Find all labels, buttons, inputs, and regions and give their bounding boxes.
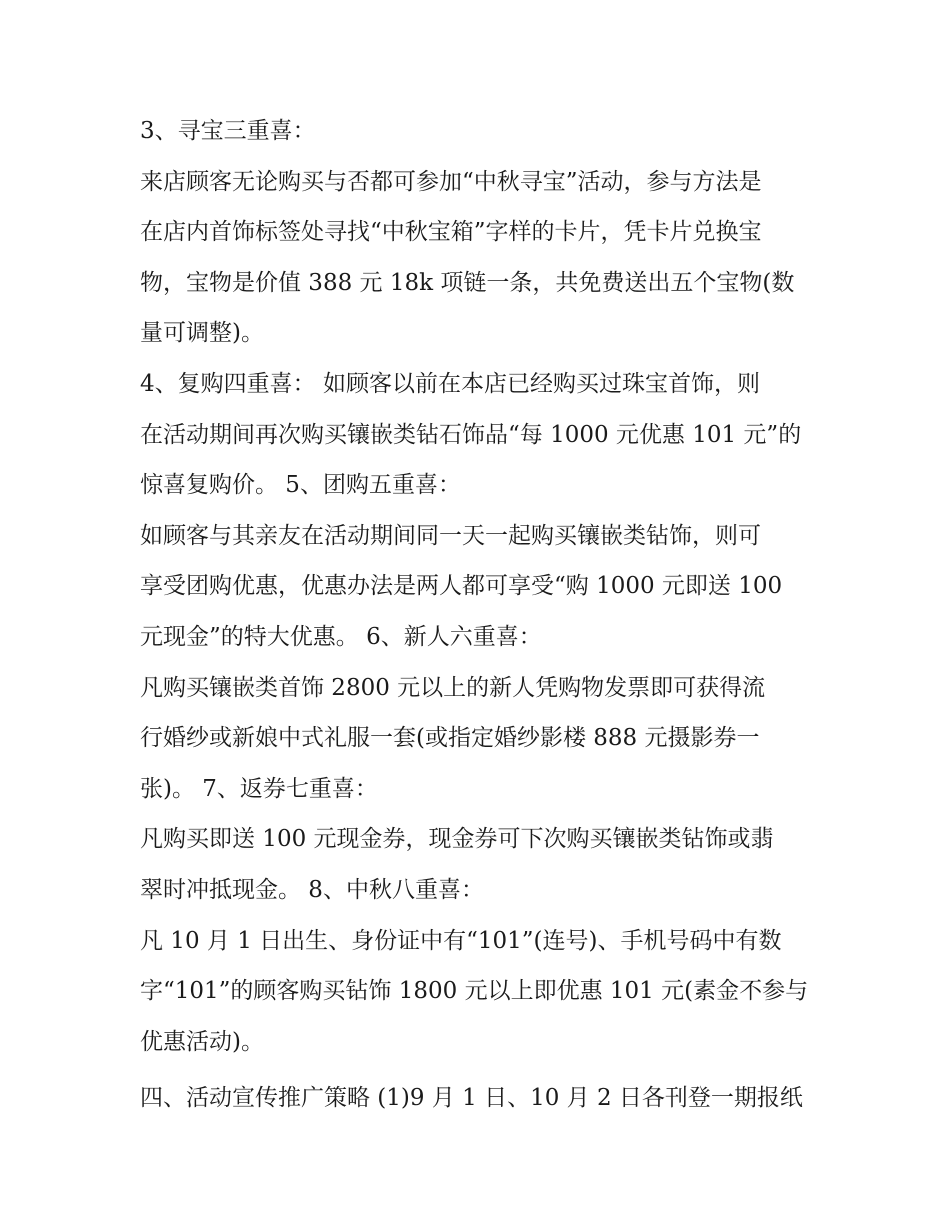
document-body <box>140 106 820 1124</box>
paragraph-line: 在店内首饰标签处寻找“中秋宝箱”字样的卡片，凭卡片兑换宝 <box>140 219 762 246</box>
paragraph-line: 凡购买镶嵌类首饰 2800 元以上的新人凭购物发票即可获得流 <box>140 674 766 701</box>
section-heading-promotion-strategy: 四、活动宣传推广策略 (1)9 月 1 日、10 月 2 日各刊登一期报纸 <box>140 1085 803 1112</box>
paragraph-line: 来店顾客无论购买与否都可参加“中秋寻宝”活动，参与方法是 <box>140 168 762 195</box>
paragraph-line: 惊喜复购价。 5、团购五重喜： <box>140 472 461 499</box>
paragraph-line: 量可调整)。 <box>140 320 264 347</box>
paragraph-line: 字“101”的顾客购买钻饰 1800 元以上即优惠 101 元(素金不参与 <box>140 978 809 1005</box>
paragraph-line: 张)。 7、返券七重喜： <box>140 775 378 802</box>
paragraph-line: 凡购买即送 100 元现金券，现金券可下次购买镶嵌类钻饰或翡 <box>140 826 774 853</box>
paragraph-line: 优惠活动)。 <box>140 1028 264 1055</box>
paragraph-line: 翠时冲抵现金。 8、中秋八重喜： <box>140 876 484 903</box>
paragraph-line: 在活动期间再次购买镶嵌类钻石饰品“每 1000 元优惠 101 元”的 <box>140 421 802 448</box>
paragraph-line: 行婚纱或新娘中式礼服一套(或指定婚纱影楼 888 元摄影券一 <box>140 725 760 752</box>
section-heading-repurchase: 4、复购四重喜： 如顾客以前在本店已经购买过珠宝首饰，则 <box>140 370 760 397</box>
paragraph-line: 凡 10 月 1 日出生、身份证中有“101”(连号)、手机号码中有数 <box>140 927 782 954</box>
section-heading-treasure-hunt: 3、寻宝三重喜： <box>140 118 316 144</box>
paragraph-line: 享受团购优惠，优惠办法是两人都可享受“购 1000 元即送 100 <box>140 573 783 600</box>
paragraph-line: 如顾客与其亲友在活动期间同一天一起购买镶嵌类钻饰，则可 <box>140 522 761 549</box>
paragraph-line: 元现金”的特大优惠。 6、新人六重喜： <box>140 623 542 650</box>
paragraph-line: 物，宝物是价值 388 元 18k 项链一条，共免费送出五个宝物(数 <box>140 269 795 296</box>
